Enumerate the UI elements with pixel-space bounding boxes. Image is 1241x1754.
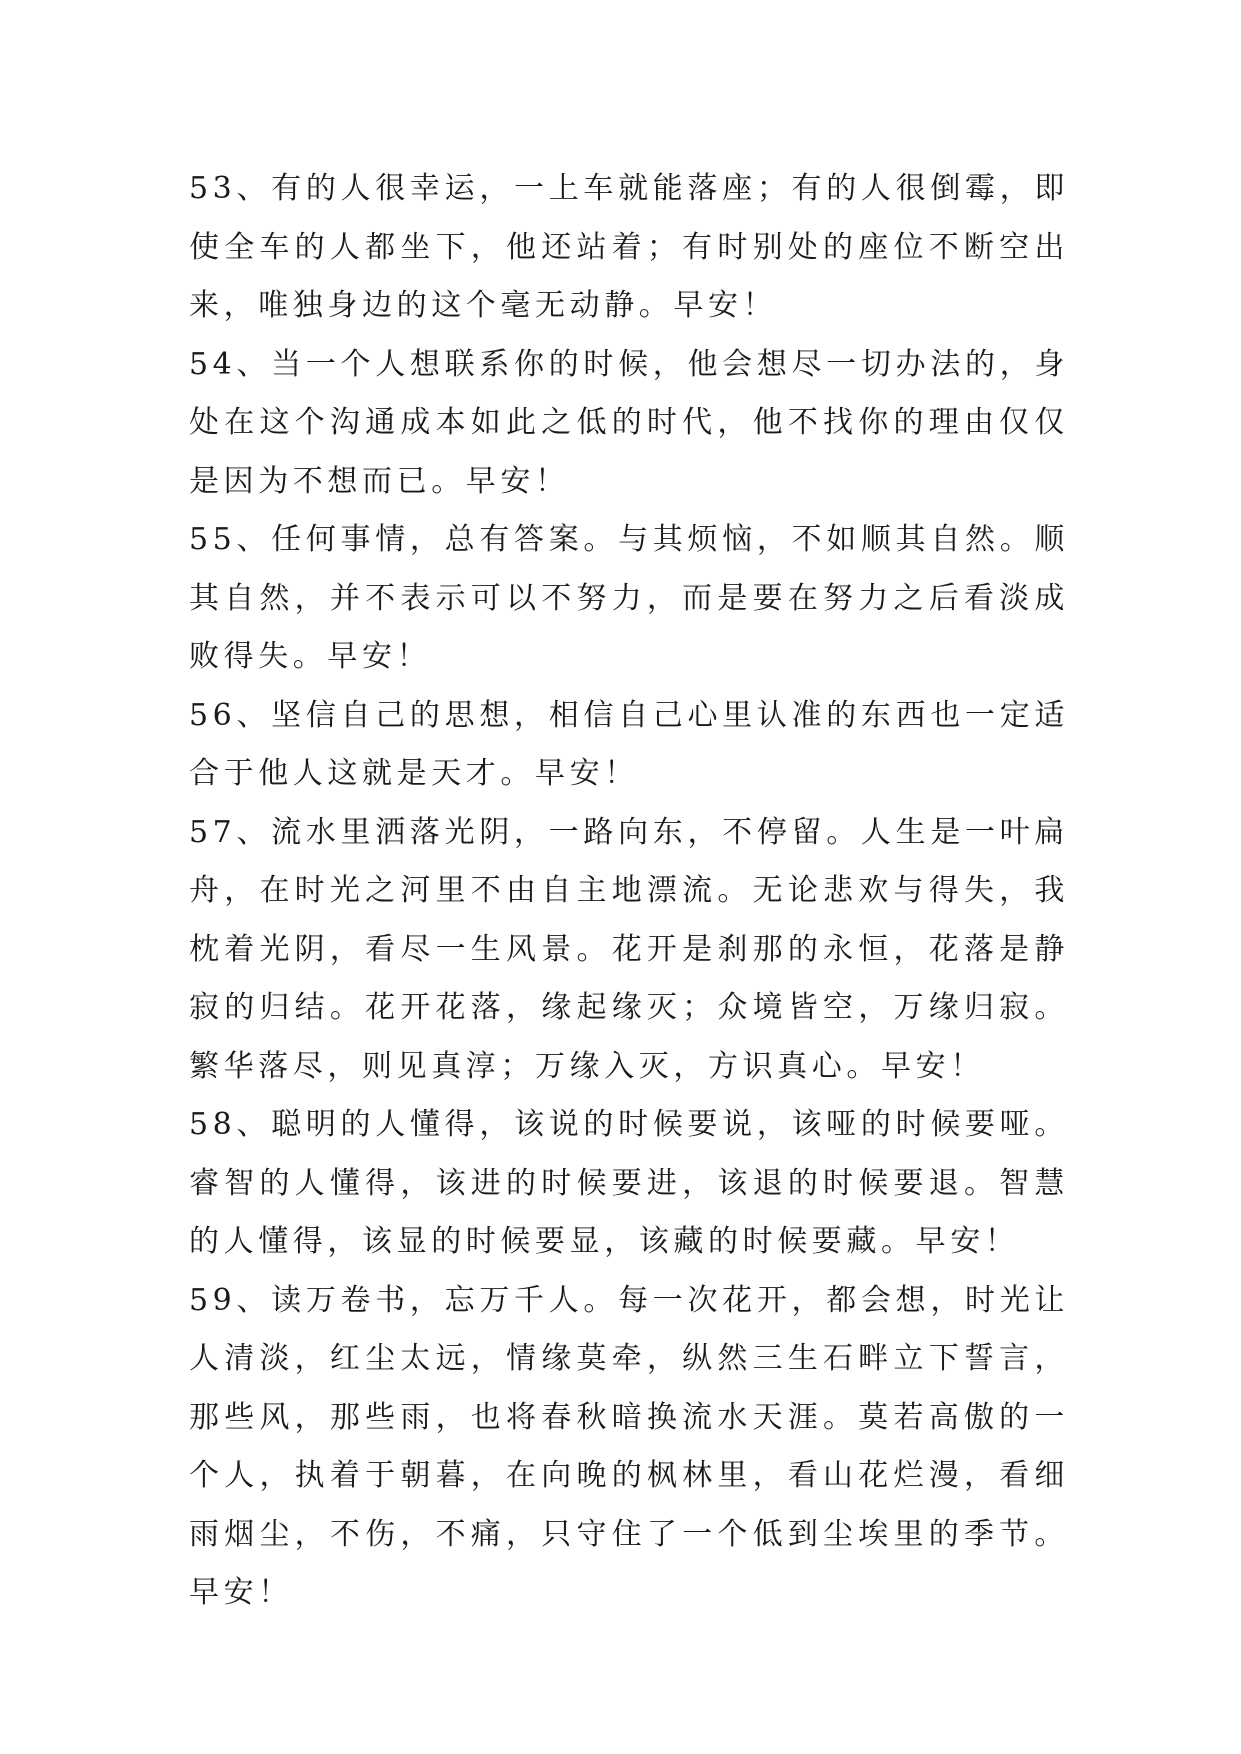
paragraph-53: 53、有的人很幸运，一上车就能落座；有的人很倒霉，即使全车的人都坐下，他还站着；有时别处的座位不断空出来，唯独身边的这个毫无动静。早安！ [189, 171, 1069, 323]
paragraph-54: 54、当一个人想联系你的时候，他会想尽一切办法的，身处在这个沟通成本如此之低的时代，他不找你的理由仅仅是因为不想而已。早安！ [189, 346, 1069, 499]
paragraph-56: 56、坚信自己的思想，相信自己心里认准的东西也一定适合于他人这就是天才。早安！ [189, 697, 1069, 791]
paragraph-55: 55、任何事情，总有答案。与其烦恼，不如顺其自然。顺其自然，并不表示可以不努力，而是要在努力之后看淡成败得失。早安！ [189, 522, 1069, 674]
document-body [189, 160, 1069, 1623]
paragraph-59: 59、读万卷书，忘万千人。每一次花开，都会想，时光让人清淡，红尘太远，情缘莫牵，纵然三生石畔立下誓言，那些风，那些雨，也将春秋暗换流水天涯。莫若高傲的一个人，执着于朝暮，在向晚的枫林里，看山花烂漫，看细雨烟尘，不伤，不痛，只守住了一个低到尘埃里的季节。早安！ [189, 1282, 1069, 1610]
paragraph-58: 58、聪明的人懂得，该说的时候要说，该哑的时候要哑。睿智的人懂得，该进的时候要进，该退的时候要退。智慧的人懂得，该显的时候要显，该藏的时候要藏。早安！ [189, 1107, 1069, 1259]
paragraph-57: 57、流水里洒落光阴，一路向东，不停留。人生是一叶扁舟，在时光之河里不由自主地漂流。无论悲欢与得失，我枕着光阴，看尽一生风景。花开是刹那的永恒，花落是静寂的归结。花开花落，缘起缘灭；众境皆空，万缘归寂。繁华落尽，则见真淳；万缘入灭，方识真心。早安！ [189, 814, 1069, 1084]
